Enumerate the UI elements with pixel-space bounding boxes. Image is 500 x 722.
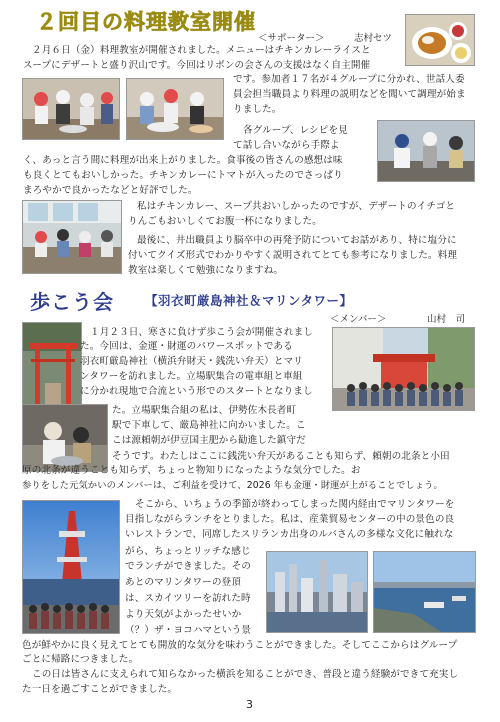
photo-group-shrine <box>332 327 475 411</box>
article1-line: 各グループ、レシピを見 <box>243 125 348 136</box>
article2-line: （？）ザ・ヨコハマという景 <box>125 625 252 636</box>
article1-line: りました。 <box>233 104 282 115</box>
article2-line: 駅で下車して、厳島神社に向かいました。こ <box>112 420 306 431</box>
article1-line: 教室は楽しくて勉強になりますね。 <box>128 265 284 276</box>
article1-line: 員会担当職員より料理の説明などを聞いて調理が始ま <box>233 89 466 100</box>
article2-line: この日は皆さんに支えられて知らなかった横浜を知ることができ、普段と違う経験ができて充実し <box>32 669 459 680</box>
article2-line: た。今回は、金運・財運のパワースポットである <box>80 341 293 352</box>
article1-line: 最後に、井出職員より脳卒中の再発予防についてお話があり、特に塩分に <box>137 235 457 246</box>
photo-cooking-counter <box>377 120 475 182</box>
article1-credit-role: ＜サポーター＞ <box>258 33 325 44</box>
article1-line: て話し合いながら手際よ <box>233 140 340 151</box>
photo-marine-tower <box>22 500 120 634</box>
photo-cooking-group-1 <box>22 78 120 140</box>
article2-line: あとのマリンタワーの登頂 <box>125 577 241 588</box>
article2-line: た。立場駅集合組の私は、伊勢佐木長者町 <box>112 405 297 416</box>
photo-dining-room <box>22 200 122 274</box>
article1-line: 私はチキンカレー、スープ共おいしかったのですが、デザートのイチゴと <box>137 201 456 212</box>
article2-line: 目指しながらランチをとりました。私は、産業貿易センターの中の景色の良 <box>125 514 455 525</box>
article2-line: ンタワーを訪れました。立場駅集合の電車組と車組 <box>80 371 303 382</box>
article2-line: は、スカイツリーを訪れた時 <box>125 593 251 604</box>
article1-line: ２月６日（金）料理教室が開催されました。メニューはチキンカレーライスと <box>32 45 371 56</box>
article1-title: ２回目の料理教室開催 <box>36 10 256 34</box>
article1-line: スープにデザートと盛り沢山です。今回はリボンの会さんの支援はなく自主開催 <box>23 60 371 71</box>
article1-credit-name: 志村セツ <box>354 33 393 44</box>
article2-credit-role: ＜メンバー＞ <box>330 314 387 325</box>
article2-title: 歩こう会 <box>30 290 114 314</box>
article1-line: も良くとてもおいしかった。チキンカレーにトマトが入ったのでさっぱり <box>23 170 343 181</box>
article2-line: そこから、いちょうの季節が終わってしまった関内経由でマリンタワーを <box>135 499 455 510</box>
article2-line: 参りをした元気かいのメンバーは、ご利益を受けて、2026 年も金運・財運が上がることでしょう。 <box>22 480 443 491</box>
article1-line: りんごもおいしくてお腹一杯になりました。 <box>128 216 322 227</box>
photo-cooking-group-2 <box>126 78 224 140</box>
article1-line: く、あっと言う間に料理が出来上がりました。食事後の皆さんの感想は味 <box>23 155 343 166</box>
photo-yokohama-city-view <box>266 551 368 633</box>
article2-line: がら、ちょっとリッチな感じ <box>125 546 251 557</box>
article2-subtitle: 【羽衣町厳島神社＆マリンタワー】 <box>145 293 353 308</box>
article1-line: です。参加者１７名が４グループに分かれ、世話人委 <box>233 74 465 85</box>
article1-line: 付いてクイズ形式でわかりやすく説明されてとても参考になりました。料理 <box>128 250 458 261</box>
photo-shrine-gate <box>22 322 82 410</box>
article2-line: １月２３日、寒さに負けず歩こう会が開催されまし <box>90 327 313 338</box>
article2-credit-name: 山村 司 <box>427 314 466 325</box>
photo-curry-dish <box>405 14 475 66</box>
article2-line: より天気がよかったせいか <box>125 609 242 620</box>
article2-line: に分かれ現地で合流という形でのスタートとなりまし <box>80 386 313 397</box>
page-number: 3 <box>246 698 253 711</box>
article2-line: こは源頼朝が伊豆国主肥から勧進した鎮守だ <box>112 435 306 446</box>
article2-line: ごとに帰路につきました。 <box>22 654 139 665</box>
photo-coin-washing <box>22 404 108 472</box>
article1-line: まろやかで良かったなどと好評でした。 <box>23 185 198 196</box>
article2-line: でランチができました。その <box>125 561 252 572</box>
article2-line: いレストランで、同席したスリランカ出身のルバさんの多様な文化に触れな <box>125 529 454 540</box>
article2-line: 原の北条が違うことも知らず、ちょっと物知りになったような気分でした。お <box>22 465 361 476</box>
article2-line: た一日を過ごすことができました。 <box>22 684 178 695</box>
article2-line: そうです。わたしはここに銭洗い弁天があることも知らず、頼朝の北条と小田 <box>112 451 450 462</box>
article2-line: 色が鮮やかに良く見えてとても開放的な気分を味わうことができました。そしてここからはグループ <box>22 640 458 651</box>
photo-yokohama-harbor-view <box>373 551 476 633</box>
article2-line: 羽衣町厳島神社（横浜弁財天・銭洗い弁天）とマリ <box>80 356 303 367</box>
